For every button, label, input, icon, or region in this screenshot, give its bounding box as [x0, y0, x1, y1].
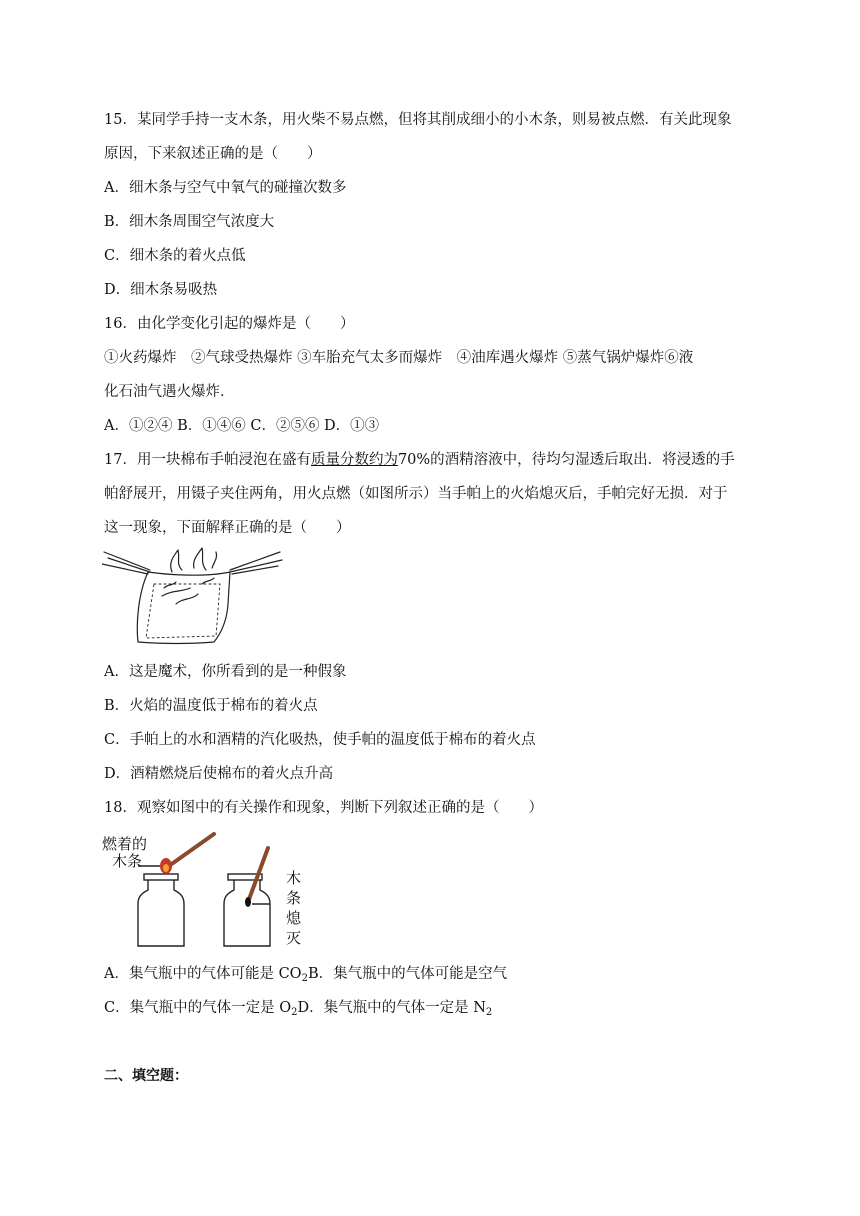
- q18-options-line2: [104, 998, 492, 1018]
- q18-option-a: A．集气瓶中的气体可能是 CO: [104, 966, 302, 982]
- q18-option-b: B．集气瓶中的气体可能是空气: [307, 966, 508, 982]
- q17-stem-line1-b: 70%的酒精溶液中，待均匀湿透后取出．将浸透的手: [397, 452, 735, 468]
- q18-option-c: C．集气瓶中的气体一定是 O: [104, 1000, 292, 1016]
- section-title: 二、填空题：: [104, 1068, 188, 1084]
- burning-stick-label: [102, 836, 147, 870]
- q17-stem-underlined: 质量分数约为: [310, 452, 398, 468]
- burning-stick: [166, 834, 214, 868]
- q16-items-line2: 化石油气遇火爆炸．: [104, 384, 235, 400]
- q15-option-c: C．细木条的着火点低: [104, 248, 246, 264]
- q17-option-d: D．酒精燃烧后使棉布的着火点升高: [104, 766, 334, 782]
- q15-option-a: A．细木条与空气中氧气的碰撞次数多: [104, 180, 347, 196]
- label-left-line1: 燃着的: [102, 835, 148, 853]
- q18-stem: 18．观察如图中的有关操作和现象，判断下列叙述正确的是（ ）: [104, 800, 543, 816]
- label-right-char-3: 熄: [286, 909, 302, 927]
- q15-stem-line1: 15．某同学手持一支木条，用火柴不易点燃，但将其削成细小的小木条，则易被点燃．有关此现象: [104, 112, 732, 128]
- label-right-char-2: 条: [286, 889, 302, 907]
- q18-option-d: D．集气瓶中的气体一定是 N: [297, 1000, 486, 1016]
- q17-option-b: B．火焰的温度低于棉布的着火点: [104, 698, 318, 714]
- label-right-char-1: 木: [286, 869, 302, 887]
- q17-option-c: C．手帕上的水和酒精的汽化吸热，使手帕的温度低于棉布的着火点: [104, 732, 536, 748]
- label-right-char-4: 灭: [286, 929, 302, 947]
- q15-option-d: D．细木条易吸热: [104, 282, 218, 298]
- q17-stem-line1: [104, 450, 735, 470]
- label-left-line2: 木条: [112, 852, 143, 870]
- q16-options: A．①②④ B．①④⑥ C．②⑤⑥ D．①③: [104, 418, 380, 434]
- q17-stem-line1-a: 17．用一块棉布手帕浸泡在盛有: [104, 452, 311, 468]
- handkerchief-figure: [102, 544, 284, 650]
- q15-stem-line2: 原因，下来叙述正确的是（ ）: [104, 146, 322, 162]
- q18-option-c-sub: 2: [291, 1007, 298, 1018]
- q18-options-line1: [104, 964, 507, 984]
- q17-option-a: A．这是魔术，你所看到的是一种假象: [104, 664, 347, 680]
- q16-stem: 16．由化学变化引起的爆炸是（ ）: [104, 316, 355, 332]
- q17-stem-line2: 帕舒展开，用镊子夹住两角，用火点燃（如图所示）当手帕上的火焰熄灭后，手帕完好无损．对于: [104, 486, 728, 502]
- extinguished-label: [286, 868, 301, 948]
- q17-stem-line3: 这一现象，下面解释正确的是（ ）: [104, 520, 351, 536]
- gas-bottle-figure: [102, 832, 302, 952]
- q18-option-a-sub: 2: [301, 973, 308, 984]
- q18-option-d-sub: 2: [485, 1007, 493, 1018]
- q16-items-line1: ①火药爆炸 ②气球受热爆炸 ③车胎充气太多而爆炸 ④油库遇火爆炸 ⑤蒸气锅炉爆炸⑥液: [104, 350, 694, 366]
- q15-option-b: B．细木条周围空气浓度大: [104, 214, 275, 230]
